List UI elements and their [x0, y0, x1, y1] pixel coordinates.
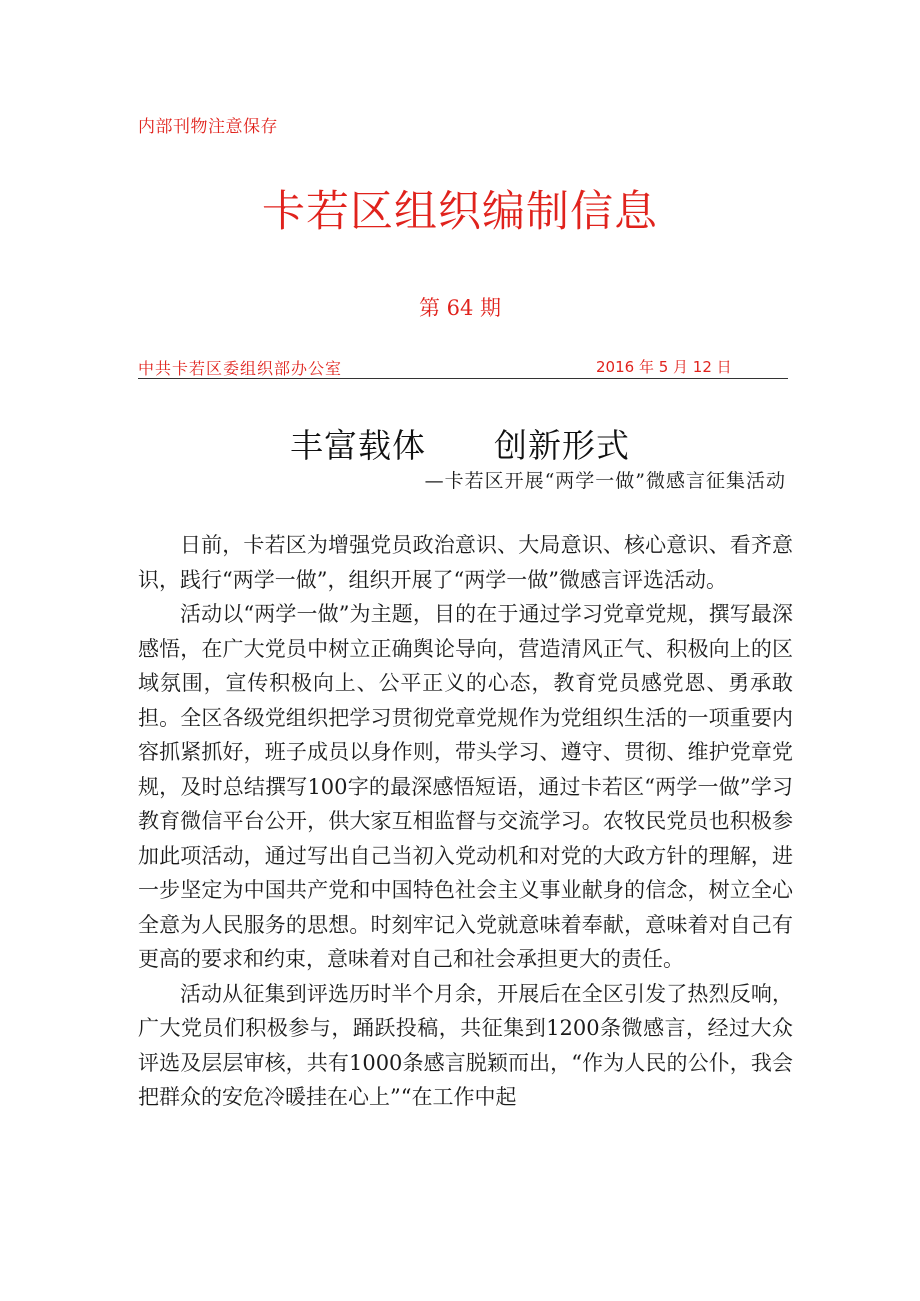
issuing-office: 中共卡若区委组织部办公室 — [138, 359, 343, 378]
masthead-title: 卡若区组织编制信息 — [262, 187, 658, 237]
paragraph-2: 活动以“两学一做”为主题，目的在于通过学习党章党规，撰写最深感悟，在广大党员中树立正确舆论导向，营造清风正气、积极向上的区域氛围，宣传积极向上、公平正义的心态，教育党员感党恩、勇承敢担。全区各级党组织把学习贯彻党章党规作为党组织生活的一项重要内容抓紧抓好，班子成员以身作则，带头学习、遵守、贯彻、维护党章党规，及时总结撰写100字的最深感悟短语，通过卡若区“两学一做”学习教育微信平台公开，供大家互相监督与交流学习。农牧民党员也积极参加此项活动，通过写出自己当初入党动机和对党的大政方针的理解，进一步坚定为中国共产党和中国特色社会主义事业献身的信念，树立全心全意为人民服务的思想。时刻牢记入党就意味着奉献，意味着对自己有更高的要求和约束，意味着对自己和社会承担更大的责任。 — [138, 602, 793, 971]
header-divider — [138, 378, 788, 379]
issue-date: 2016 年 5 月 12 日 — [596, 358, 732, 376]
issue-number: 第 64 期 — [418, 296, 502, 320]
article-body — [138, 528, 793, 1115]
article-subtitle: —卡若区开展“两学一做”微感言征集活动 — [424, 470, 786, 492]
internal-notice: 内部刊物注意保存 — [138, 117, 278, 137]
paragraph-3: 活动从征集到评选历时半个月余，开展后在全区引发了热烈反响，广大党员们积极参与，踊跃投稿，共征集到1200条微感言，经过大众评选及层层审核，共有1000条感言脱颖而出，“作为人民的公仆，我会把群众的安危冷暖挂在心上”“在工作中起 — [138, 981, 793, 1109]
article-title: 丰富载体 创新形式 — [290, 426, 630, 465]
paragraph-1: 日前，卡若区为增强党员政治意识、大局意识、核心意识、看齐意识，践行“两学一做”，组织开展了“两学一做”微感言评选活动。 — [138, 533, 793, 592]
